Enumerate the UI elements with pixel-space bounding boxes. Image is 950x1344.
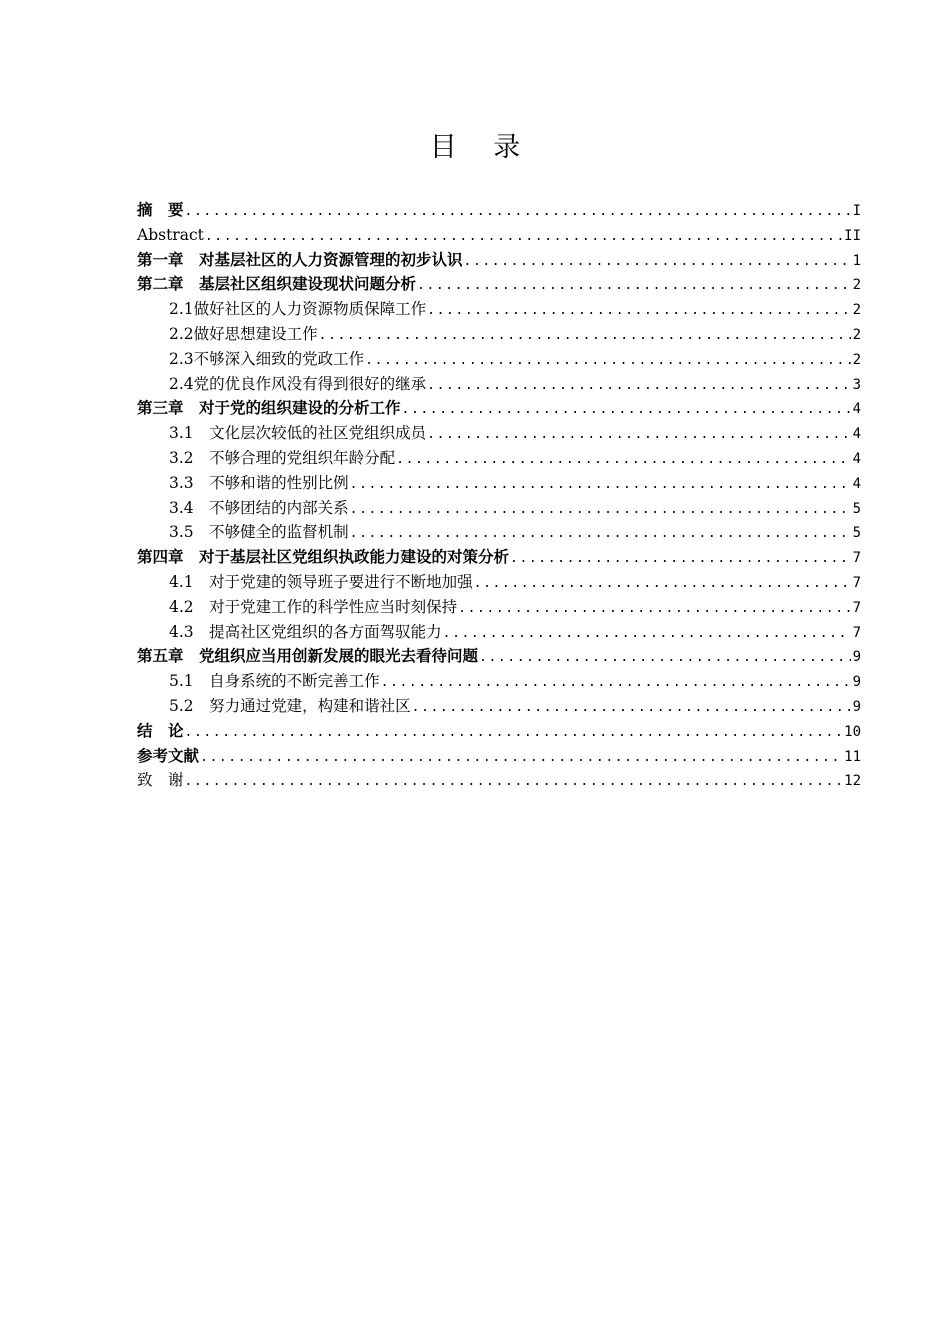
toc-page-number: 7 <box>852 550 861 567</box>
toc-entry-text: 4.2 对于党建工作的科学性应当时刻保持 <box>169 597 458 616</box>
toc-entry-text: 第二章 基层社区组织建设现状问题分析 <box>137 274 417 294</box>
toc-entry[interactable] <box>137 446 861 471</box>
toc-entry[interactable] <box>137 520 861 545</box>
toc-dot-leader <box>185 770 843 795</box>
toc-entry-text: 3.2 不够合理的党组织年龄分配 <box>169 448 396 467</box>
toc-entry[interactable] <box>137 322 861 347</box>
toc-page-number: 4 <box>852 426 861 443</box>
toc-entry-text: 第四章 对于基层社区党组织执政能力建设的对策分析 <box>137 547 510 567</box>
toc-page-number: I <box>852 203 861 219</box>
toc-page-number: 1 <box>852 252 861 269</box>
toc-entry[interactable] <box>137 347 861 372</box>
toc-entry[interactable] <box>137 744 861 769</box>
toc-entry-text: 2.1做好社区的人力资源物质保障工作 <box>169 300 427 319</box>
toc-dot-leader <box>427 374 850 399</box>
toc-dot-leader <box>412 696 851 721</box>
toc-page-number: 5 <box>852 500 861 517</box>
toc-entry[interactable] <box>137 496 861 521</box>
toc-page-number: 5 <box>852 525 861 542</box>
toc-entry-text: 5.2 努力通过党建，构建和谐社区 <box>169 696 411 715</box>
toc-entry[interactable] <box>137 595 861 620</box>
toc-entry[interactable] <box>137 297 861 322</box>
toc-entry-text: 2.3不够深入细致的党政工作 <box>169 349 365 368</box>
toc-dot-leader <box>350 498 851 523</box>
toc-entry[interactable] <box>137 198 861 223</box>
page-title: 目 录 <box>429 132 535 163</box>
toc-entry-text: 2.4党的优良作风没有得到很好的继承 <box>169 374 427 393</box>
toc-page-number: 2 <box>852 277 861 294</box>
toc-dot-leader <box>474 572 851 597</box>
toc-page-number: 10 <box>844 723 861 740</box>
toc-entry[interactable] <box>137 372 861 397</box>
toc-dot-leader <box>427 299 850 324</box>
toc-dot-leader <box>464 250 851 275</box>
toc-entry-text: Abstract <box>137 225 204 244</box>
toc-page-number: 4 <box>852 450 861 467</box>
toc-dot-leader <box>417 274 851 299</box>
toc-entry-text: 致 谢 <box>137 771 184 790</box>
toc-entry-text: 结 论 <box>137 720 184 740</box>
toc-page-number: 2 <box>852 302 861 319</box>
toc-page-number: 2 <box>852 326 861 343</box>
toc-dot-leader <box>185 200 851 225</box>
toc-entry[interactable] <box>137 570 861 595</box>
toc-page-number: 12 <box>844 773 861 790</box>
toc-page-number: 2 <box>852 351 861 368</box>
toc-dot-leader <box>479 646 851 671</box>
toc-entry[interactable] <box>137 421 861 446</box>
toc-entry[interactable] <box>137 272 861 297</box>
toc-entry[interactable] <box>137 620 861 645</box>
toc-dot-leader <box>458 597 850 622</box>
toc-entry[interactable] <box>137 768 861 793</box>
toc-dot-leader <box>205 225 842 250</box>
toc-dot-leader <box>510 547 851 572</box>
toc-entry[interactable] <box>137 223 861 248</box>
toc-page-number: 9 <box>852 649 861 666</box>
toc-entry-text: 4.1 对于党建的领导班子要进行不断地加强 <box>169 572 473 591</box>
toc-entry[interactable] <box>137 694 861 719</box>
toc-entry[interactable] <box>137 396 861 421</box>
toc-dot-leader <box>350 522 851 547</box>
toc-page-number: 9 <box>852 674 861 691</box>
toc-page-number: 9 <box>852 698 861 715</box>
toc-dot-leader <box>200 746 842 771</box>
toc-dot-leader <box>185 721 843 746</box>
toc-dot-leader <box>350 473 851 498</box>
toc-dot-leader <box>319 324 851 349</box>
toc-entry-text: 第三章 对于党的组织建设的分析工作 <box>137 398 401 418</box>
toc-entry-text: 3.1 文化层次较低的社区党组织成员 <box>169 424 427 443</box>
toc-dot-leader <box>427 423 850 448</box>
toc-dot-leader <box>365 349 850 374</box>
toc-page-number: 3 <box>852 376 861 393</box>
toc-entry[interactable] <box>137 644 861 669</box>
toc-list <box>137 198 861 793</box>
toc-entry-text: 5.1 自身系统的不断完善工作 <box>169 672 380 691</box>
toc-page-number: 7 <box>852 599 861 616</box>
toc-dot-leader <box>402 398 851 423</box>
toc-dot-leader <box>396 448 850 473</box>
toc-entry-text: 参考文献 <box>137 745 200 765</box>
toc-page-number: II <box>844 227 861 244</box>
toc-entry[interactable] <box>137 471 861 496</box>
toc-entry[interactable] <box>137 719 861 744</box>
toc-page-number: 11 <box>844 748 861 765</box>
toc-entry-text: 3.4 不够团结的内部关系 <box>169 498 349 517</box>
toc-page-number: 4 <box>852 401 861 418</box>
toc-entry-text: 第一章 对基层社区的人力资源管理的初步认识 <box>137 249 463 269</box>
toc-entry-text: 第五章 党组织应当用创新发展的眼光去看待问题 <box>137 646 479 666</box>
toc-entry-text: 3.3 不够和谐的性别比例 <box>169 473 349 492</box>
toc-dot-leader <box>381 671 851 696</box>
toc-entry-text: 3.5 不够健全的监督机制 <box>169 523 349 542</box>
toc-dot-leader <box>443 622 851 647</box>
toc-entry-text: 2.2做好思想建设工作 <box>169 324 318 343</box>
toc-page-number: 4 <box>852 475 861 492</box>
toc-page-number: 7 <box>852 624 861 641</box>
toc-page-number: 7 <box>852 574 861 591</box>
toc-entry-text: 摘 要 <box>137 200 184 219</box>
toc-entry-text: 4.3 提高社区党组织的各方面驾驭能力 <box>169 622 442 641</box>
toc-entry[interactable] <box>137 669 861 694</box>
toc-entry[interactable] <box>137 545 861 570</box>
toc-entry[interactable] <box>137 248 861 273</box>
